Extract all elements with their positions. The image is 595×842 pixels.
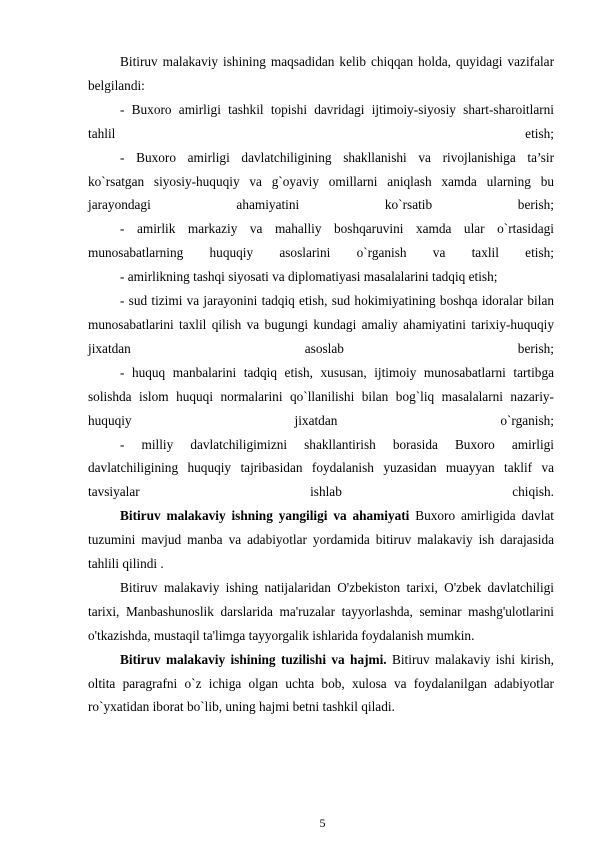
body-text: [88, 50, 554, 719]
task-item-5: - sud tizimi va jarayonini tadqiq etish, sud hokimiyatining boshqa idoralar bilan munosabatlarini taxlil qilish va bugungi kundagi amaliy ahamiyatini tarixiy-huquqiy jixatdan asoslab berish;: [88, 293, 554, 356]
task-item-4: - amirlikning tashqi siyosati va diplomatiyasi masalalarini tadqiq etish;: [120, 269, 498, 285]
task-item-3: - amirlik markaziy va mahalliy boshqaruvini xamda ular o`rtasidagi munosabatlarning huquqiy asoslarini o`rganish va taxlil etish;: [88, 221, 554, 261]
task-item-7: - milliy davlatchiligimizni shakllantirish borasida Buxoro amirligi davlatchiligining huquqiy tajribasidan foydalanish yuzasidan muayyan taklif va tavsiyalar ishlab chiqish.: [88, 436, 554, 500]
novelty-paragraph: [88, 504, 554, 576]
novelty-heading: Bitiruv malakaviy ishning yangiligi va ahamiyati: [120, 508, 410, 524]
task-item-1: - Buxoro amirligi tashkil topishi davridagi ijtimoiy-siyosiy shart-sharoitlarni tahlil etish;: [88, 101, 554, 141]
structure-heading: Bitiruv malakaviy ishining tuzilishi va hajmi.: [120, 651, 387, 667]
task-item-6: - huquq manbalarini tadqiq etish, xususan, ijtimoiy munosabatlarni tartibga solishda islom huquqi normalarini qo`llanilishi bilan bog`liq masalalarni nazariy-huquqiy jixatdan o`rganish;: [88, 364, 554, 428]
novelty-text: Buxoro amirligida davlat tuzumini mavjud manba va adabiyotlar yordamida bitiruv malakaviy ish darajasida tahlili qilindi .: [88, 508, 554, 572]
structure-text: Bitiruv malakaviy ishi kirish, oltita paragrafni o`z ichiga olgan uchta bob, xulosa va foydalanilgan adabiyotlar ro`yxatidan iborat bo`lib, uning hajmi betni tashkil qiladi.: [88, 651, 554, 715]
task-item-2: - Buxoro amirligi davlatchiligining shakllanishi va rivojlanishiga ta’sir ko`rsatgan siyosiy-huquqiy va g`oyaviy omillarni aniqlash xamda ularning bu jarayondagi ahamiyatini ko`rsatib berish;: [88, 149, 554, 213]
page-number: 5: [319, 816, 326, 830]
results-paragraph: Bitiruv malakaviy ishing natijalaridan O'zbekiston tarixi, O'zbek davlatchiligi tarixi, Manbashunoslik darslarida ma'ruzalar tayyorlashda, seminar mashg'ulotlarini o'tkazishda, mustaqil ta'limga tayyorgalik ishlarida foydalanish mumkin.: [88, 579, 554, 643]
structure-paragraph: [88, 648, 554, 720]
intro-paragraph: Bitiruv malakaviy ishining maqsadidan kelib chiqqan holda, quyidagi vazifalar belgilandi:: [88, 54, 554, 93]
